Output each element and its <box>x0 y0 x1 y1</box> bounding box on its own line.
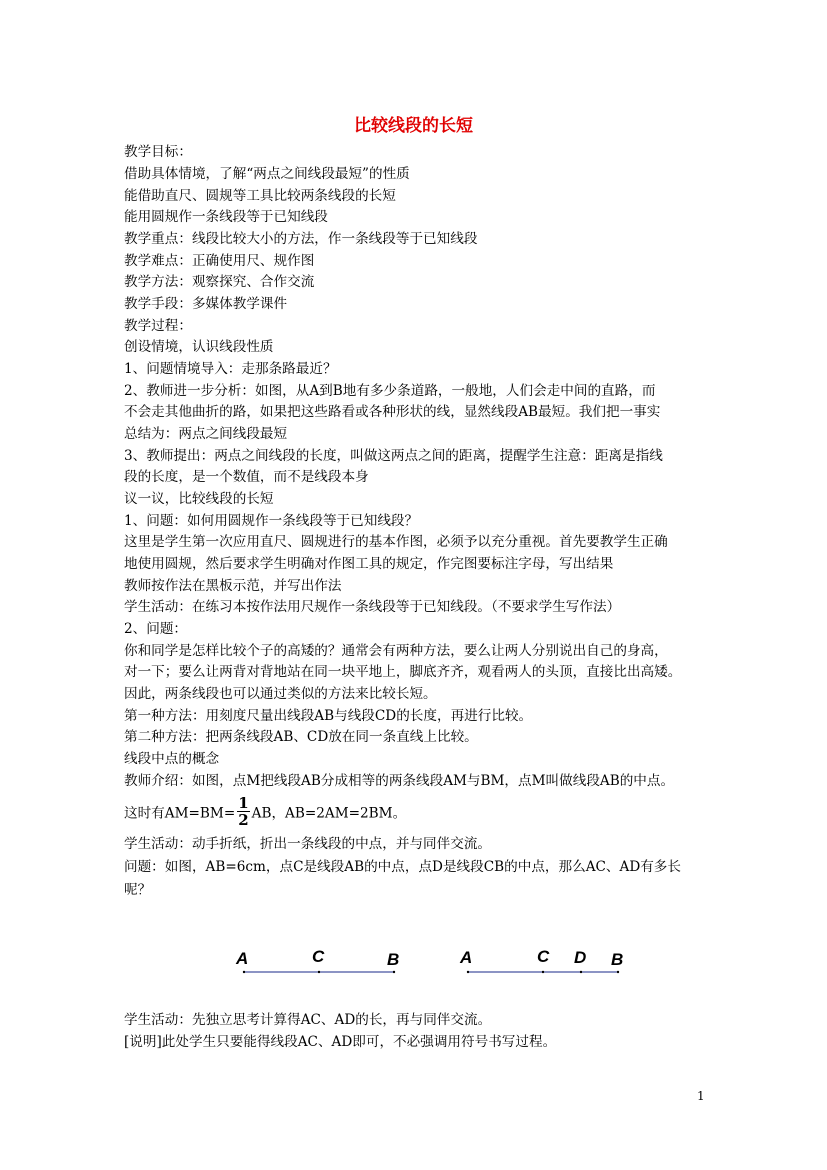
text-line: 教学手段：多媒体教学课件 <box>124 296 288 312</box>
text-line: 第一种方法：用刻度尺量出线段AB与线段CD的长度，再进行比较。 <box>124 708 533 724</box>
text-line: 2、问题： <box>124 621 188 637</box>
text-line: 议一议，比较线段的长短 <box>124 491 274 507</box>
label-a-left: A <box>236 949 249 968</box>
text-line: 教学过程： <box>124 318 192 334</box>
formula-prefix: 这时有AM=BM= <box>124 805 236 822</box>
point-a-right <box>467 971 469 973</box>
text-line: 学生活动：先独立思考计算得AC、AD的长，再与同伴交流。 <box>124 1012 492 1028</box>
document-title: 比较线段的长短 <box>354 116 473 136</box>
point-b-right <box>617 971 619 973</box>
text-line: 1、问题情境导入：走那条路最近？ <box>124 361 337 377</box>
text-line: 借助具体情境，了解“两点之间线段最短”的性质 <box>124 166 410 182</box>
text-line: 地使用圆规，然后要求学生明确对作图工具的规定，作完图要标注字母，写出结果 <box>124 556 614 572</box>
text-line: 教学方法：观察探究、合作交流 <box>124 274 315 290</box>
text-line: 这里是学生第一次应用直尺、圆规进行的基本作图，必须予以充分重视。首先要教学生正确 <box>124 534 668 550</box>
fraction-formula-line <box>124 795 406 835</box>
text-line: 第二种方法：把两条线段AB、CD放在同一条直线上比较。 <box>124 729 478 745</box>
one-half-fraction <box>237 795 249 828</box>
text-line: 2、教师进一步分析：如图，从A到B地有多少条道路，一般地，人们会走中间的直路，而 <box>124 383 656 399</box>
segment-diagram-left <box>235 947 399 973</box>
segment-diagram-right <box>459 947 623 973</box>
fraction-denominator: 2 <box>238 811 249 829</box>
segment-figure <box>228 942 638 982</box>
point-b-left <box>393 971 395 973</box>
text-line: 教学难点：正确使用尺、规作图 <box>124 253 315 269</box>
text-line: 教师介绍：如图，点M把线段AB分成相等的两条线段AM与BM，点M叫做线段AB的中点。 <box>124 773 675 789</box>
text-line: [说明]此处学生只要能得线段AC、AD即可，不必强调用符号书写过程。 <box>124 1034 557 1050</box>
text-line: 能用圆规作一条线段等于已知线段 <box>124 209 328 225</box>
fraction-numerator: 1 <box>238 794 249 812</box>
text-line: 你和同学是怎样比较个子的高矮的？通常会有两种方法，要么让两人分别说出自己的身高， <box>124 643 668 659</box>
text-line: 创设情境，认识线段性质 <box>124 339 274 355</box>
text-line: 学生活动：动手折纸，折出一条线段的中点，并与同伴交流。 <box>124 836 492 852</box>
formula-suffix: AB，AB=2AM=2BM。 <box>251 805 407 822</box>
text-line: 学生活动：在练习本按作法用尺规作一条线段等于已知线段。（不要求学生写作法） <box>124 599 621 615</box>
text-line: 因此，两条线段也可以通过类似的方法来比较长短。 <box>124 686 437 702</box>
label-b-left: B <box>387 950 400 969</box>
text-line: 总结为：两点之间线段最短 <box>124 426 288 442</box>
point-d-right <box>580 971 582 973</box>
label-a-right: A <box>460 948 473 967</box>
label-c-left: C <box>312 947 325 966</box>
text-line: 线段中点的概念 <box>124 751 220 767</box>
label-b-right: B <box>611 950 624 969</box>
point-c-right <box>542 971 544 973</box>
text-line: 对一下；要么让两背对背地站在同一块平地上，脚底齐齐，观看两人的头顶，直接比出高矮。 <box>124 664 682 680</box>
text-line: 段的长度，是一个数值，而不是线段本身 <box>124 469 369 485</box>
text-line: 1、问题：如何用圆规作一条线段等于已知线段？ <box>124 513 419 529</box>
label-d-right: D <box>574 948 587 967</box>
text-line: 问题：如图，AB=6cm，点C是线段AB的中点，点D是线段CB的中点，那么AC、AD有多长 <box>124 859 681 875</box>
text-line: 能借助直尺、圆规等工具比较两条线段的长短 <box>124 188 396 204</box>
label-c-right: C <box>537 947 550 966</box>
point-a-left <box>243 971 245 973</box>
page-number: 1 <box>697 1089 705 1103</box>
text-line: 教学目标： <box>124 144 192 160</box>
text-line: 呢？ <box>124 882 152 898</box>
point-c-left <box>318 971 320 973</box>
text-line: 教学重点：线段比较大小的方法，作一条线段等于已知线段 <box>124 231 478 247</box>
text-line: 3、教师提出：两点之间线段的长度，叫做这两点之间的距离，提醒学生注意：距离是指线 <box>124 448 663 464</box>
text-line: 不会走其他曲折的路，如果把这些路看或各种形状的线，显然线段AB最短。我们把一事实 <box>124 404 661 420</box>
text-line: 教师按作法在黑板示范，并写出作法 <box>124 578 342 594</box>
